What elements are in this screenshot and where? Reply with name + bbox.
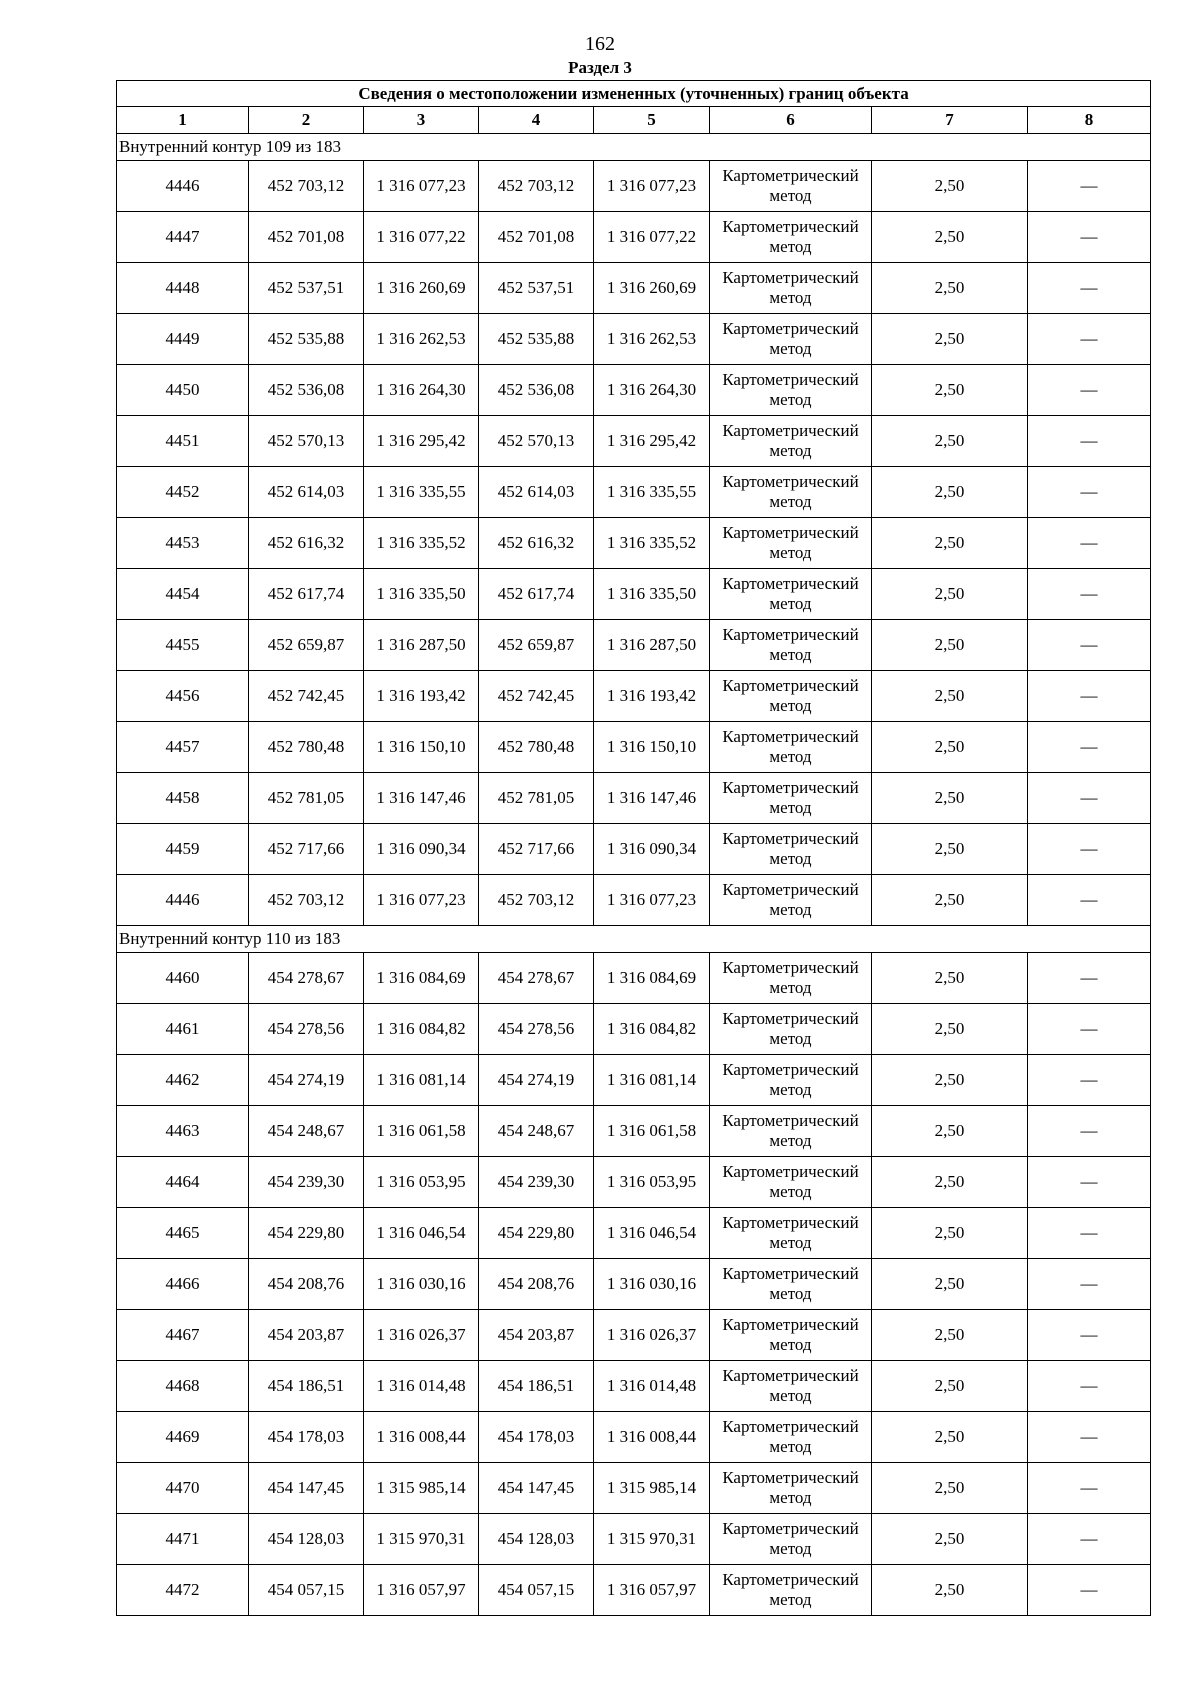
new-x-cell: 454 128,03 bbox=[479, 1514, 594, 1565]
point-number-cell: 4446 bbox=[117, 875, 249, 926]
description-cell: — bbox=[1028, 1463, 1151, 1514]
point-number-cell: 4456 bbox=[117, 671, 249, 722]
description-cell: — bbox=[1028, 1208, 1151, 1259]
point-number-cell: 4467 bbox=[117, 1310, 249, 1361]
description-cell: — bbox=[1028, 314, 1151, 365]
table-row bbox=[117, 1514, 1151, 1565]
point-number-cell: 4451 bbox=[117, 416, 249, 467]
method-cell: Картометрический метод bbox=[710, 722, 872, 773]
new-y-cell: 1 316 030,16 bbox=[594, 1259, 710, 1310]
method-cell: Картометрический метод bbox=[710, 953, 872, 1004]
table-row bbox=[117, 824, 1151, 875]
boundary-coordinates-table bbox=[116, 80, 1151, 1616]
column-number-header: 7 bbox=[872, 107, 1028, 134]
accuracy-cell: 2,50 bbox=[872, 1106, 1028, 1157]
accuracy-cell: 2,50 bbox=[872, 1361, 1028, 1412]
existing-x-cell: 452 703,12 bbox=[249, 875, 364, 926]
existing-y-cell: 1 316 046,54 bbox=[364, 1208, 479, 1259]
existing-y-cell: 1 316 014,48 bbox=[364, 1361, 479, 1412]
table-caption: Сведения о местоположении измененных (уточненных) границ объекта bbox=[117, 81, 1151, 107]
table-body bbox=[117, 134, 1151, 1616]
method-cell: Картометрический метод bbox=[710, 671, 872, 722]
description-cell: — bbox=[1028, 161, 1151, 212]
point-number-cell: 4449 bbox=[117, 314, 249, 365]
new-x-cell: 454 186,51 bbox=[479, 1361, 594, 1412]
point-number-cell: 4463 bbox=[117, 1106, 249, 1157]
existing-y-cell: 1 316 193,42 bbox=[364, 671, 479, 722]
new-x-cell: 452 717,66 bbox=[479, 824, 594, 875]
description-cell: — bbox=[1028, 671, 1151, 722]
point-number-cell: 4448 bbox=[117, 263, 249, 314]
method-cell: Картометрический метод bbox=[710, 1055, 872, 1106]
existing-y-cell: 1 316 077,22 bbox=[364, 212, 479, 263]
existing-x-cell: 452 781,05 bbox=[249, 773, 364, 824]
table-row bbox=[117, 1055, 1151, 1106]
description-cell: — bbox=[1028, 1565, 1151, 1616]
method-cell: Картометрический метод bbox=[710, 314, 872, 365]
column-number-header: 1 bbox=[117, 107, 249, 134]
existing-y-cell: 1 316 335,50 bbox=[364, 569, 479, 620]
method-cell: Картометрический метод bbox=[710, 1463, 872, 1514]
existing-x-cell: 452 617,74 bbox=[249, 569, 364, 620]
new-x-cell: 452 780,48 bbox=[479, 722, 594, 773]
new-y-cell: 1 316 090,34 bbox=[594, 824, 710, 875]
existing-y-cell: 1 315 985,14 bbox=[364, 1463, 479, 1514]
existing-y-cell: 1 315 970,31 bbox=[364, 1514, 479, 1565]
existing-x-cell: 452 717,66 bbox=[249, 824, 364, 875]
new-x-cell: 454 057,15 bbox=[479, 1565, 594, 1616]
accuracy-cell: 2,50 bbox=[872, 773, 1028, 824]
method-cell: Картометрический метод bbox=[710, 263, 872, 314]
existing-y-cell: 1 316 057,97 bbox=[364, 1565, 479, 1616]
existing-y-cell: 1 316 262,53 bbox=[364, 314, 479, 365]
point-number-cell: 4462 bbox=[117, 1055, 249, 1106]
accuracy-cell: 2,50 bbox=[872, 467, 1028, 518]
section-title: Раздел 3 bbox=[568, 58, 632, 77]
existing-x-cell: 454 278,67 bbox=[249, 953, 364, 1004]
new-x-cell: 454 208,76 bbox=[479, 1259, 594, 1310]
method-cell: Картометрический метод bbox=[710, 1157, 872, 1208]
existing-y-cell: 1 316 264,30 bbox=[364, 365, 479, 416]
method-cell: Картометрический метод bbox=[710, 212, 872, 263]
point-number-cell: 4454 bbox=[117, 569, 249, 620]
method-cell: Картометрический метод bbox=[710, 620, 872, 671]
new-y-cell: 1 316 147,46 bbox=[594, 773, 710, 824]
new-x-cell: 454 203,87 bbox=[479, 1310, 594, 1361]
new-y-cell: 1 316 053,95 bbox=[594, 1157, 710, 1208]
table-row bbox=[117, 263, 1151, 314]
new-y-cell: 1 316 026,37 bbox=[594, 1310, 710, 1361]
existing-y-cell: 1 316 077,23 bbox=[364, 875, 479, 926]
new-y-cell: 1 316 264,30 bbox=[594, 365, 710, 416]
point-number-cell: 4450 bbox=[117, 365, 249, 416]
column-number-row bbox=[117, 107, 1151, 134]
point-number-cell: 4446 bbox=[117, 161, 249, 212]
existing-y-cell: 1 316 077,23 bbox=[364, 161, 479, 212]
table-row bbox=[117, 569, 1151, 620]
table-row bbox=[117, 467, 1151, 518]
new-x-cell: 452 570,13 bbox=[479, 416, 594, 467]
accuracy-cell: 2,50 bbox=[872, 1463, 1028, 1514]
description-cell: — bbox=[1028, 467, 1151, 518]
column-number-header: 3 bbox=[364, 107, 479, 134]
existing-y-cell: 1 316 295,42 bbox=[364, 416, 479, 467]
existing-y-cell: 1 316 030,16 bbox=[364, 1259, 479, 1310]
table-row bbox=[117, 1463, 1151, 1514]
column-number-header: 2 bbox=[249, 107, 364, 134]
point-number-cell: 4471 bbox=[117, 1514, 249, 1565]
new-y-cell: 1 316 262,53 bbox=[594, 314, 710, 365]
point-number-cell: 4458 bbox=[117, 773, 249, 824]
new-y-cell: 1 316 077,23 bbox=[594, 161, 710, 212]
existing-x-cell: 454 274,19 bbox=[249, 1055, 364, 1106]
new-y-cell: 1 316 014,48 bbox=[594, 1361, 710, 1412]
accuracy-cell: 2,50 bbox=[872, 671, 1028, 722]
existing-y-cell: 1 316 084,82 bbox=[364, 1004, 479, 1055]
existing-x-cell: 454 186,51 bbox=[249, 1361, 364, 1412]
existing-y-cell: 1 316 147,46 bbox=[364, 773, 479, 824]
description-cell: — bbox=[1028, 1157, 1151, 1208]
existing-x-cell: 452 535,88 bbox=[249, 314, 364, 365]
accuracy-cell: 2,50 bbox=[872, 953, 1028, 1004]
description-cell: — bbox=[1028, 1514, 1151, 1565]
point-number-cell: 4464 bbox=[117, 1157, 249, 1208]
new-x-cell: 452 536,08 bbox=[479, 365, 594, 416]
table-row bbox=[117, 1412, 1151, 1463]
existing-x-cell: 454 178,03 bbox=[249, 1412, 364, 1463]
contour-title: Внутренний контур 109 из 183 bbox=[117, 134, 1151, 161]
method-cell: Картометрический метод bbox=[710, 773, 872, 824]
table-row bbox=[117, 722, 1151, 773]
description-cell: — bbox=[1028, 1412, 1151, 1463]
point-number-cell: 4466 bbox=[117, 1259, 249, 1310]
contour-group-row bbox=[117, 926, 1151, 953]
description-cell: — bbox=[1028, 416, 1151, 467]
new-x-cell: 452 703,12 bbox=[479, 875, 594, 926]
new-x-cell: 454 278,56 bbox=[479, 1004, 594, 1055]
contour-group-row bbox=[117, 134, 1151, 161]
existing-x-cell: 452 780,48 bbox=[249, 722, 364, 773]
new-x-cell: 452 535,88 bbox=[479, 314, 594, 365]
description-cell: — bbox=[1028, 1310, 1151, 1361]
description-cell: — bbox=[1028, 1055, 1151, 1106]
description-cell: — bbox=[1028, 212, 1151, 263]
existing-x-cell: 452 614,03 bbox=[249, 467, 364, 518]
existing-x-cell: 452 570,13 bbox=[249, 416, 364, 467]
description-cell: — bbox=[1028, 1106, 1151, 1157]
new-x-cell: 452 781,05 bbox=[479, 773, 594, 824]
new-y-cell: 1 316 057,97 bbox=[594, 1565, 710, 1616]
new-x-cell: 452 616,32 bbox=[479, 518, 594, 569]
accuracy-cell: 2,50 bbox=[872, 518, 1028, 569]
existing-x-cell: 452 742,45 bbox=[249, 671, 364, 722]
point-number-cell: 4469 bbox=[117, 1412, 249, 1463]
existing-x-cell: 452 537,51 bbox=[249, 263, 364, 314]
new-x-cell: 452 701,08 bbox=[479, 212, 594, 263]
new-y-cell: 1 316 081,14 bbox=[594, 1055, 710, 1106]
table-row bbox=[117, 518, 1151, 569]
existing-x-cell: 454 239,30 bbox=[249, 1157, 364, 1208]
new-y-cell: 1 315 985,14 bbox=[594, 1463, 710, 1514]
existing-y-cell: 1 316 081,14 bbox=[364, 1055, 479, 1106]
existing-y-cell: 1 316 090,34 bbox=[364, 824, 479, 875]
new-x-cell: 452 614,03 bbox=[479, 467, 594, 518]
existing-x-cell: 454 057,15 bbox=[249, 1565, 364, 1616]
new-y-cell: 1 316 046,54 bbox=[594, 1208, 710, 1259]
existing-y-cell: 1 316 287,50 bbox=[364, 620, 479, 671]
existing-x-cell: 454 203,87 bbox=[249, 1310, 364, 1361]
method-cell: Картометрический метод bbox=[710, 569, 872, 620]
new-y-cell: 1 315 970,31 bbox=[594, 1514, 710, 1565]
new-x-cell: 454 147,45 bbox=[479, 1463, 594, 1514]
existing-y-cell: 1 316 150,10 bbox=[364, 722, 479, 773]
description-cell: — bbox=[1028, 263, 1151, 314]
accuracy-cell: 2,50 bbox=[872, 1208, 1028, 1259]
new-x-cell: 452 659,87 bbox=[479, 620, 594, 671]
method-cell: Картометрический метод bbox=[710, 875, 872, 926]
description-cell: — bbox=[1028, 1361, 1151, 1412]
table-row bbox=[117, 212, 1151, 263]
point-number-cell: 4460 bbox=[117, 953, 249, 1004]
new-y-cell: 1 316 287,50 bbox=[594, 620, 710, 671]
new-y-cell: 1 316 260,69 bbox=[594, 263, 710, 314]
new-y-cell: 1 316 077,23 bbox=[594, 875, 710, 926]
new-x-cell: 452 742,45 bbox=[479, 671, 594, 722]
existing-x-cell: 454 147,45 bbox=[249, 1463, 364, 1514]
existing-x-cell: 452 703,12 bbox=[249, 161, 364, 212]
new-y-cell: 1 316 084,69 bbox=[594, 953, 710, 1004]
new-y-cell: 1 316 061,58 bbox=[594, 1106, 710, 1157]
table-row bbox=[117, 1259, 1151, 1310]
method-cell: Картометрический метод bbox=[710, 1208, 872, 1259]
method-cell: Картометрический метод bbox=[710, 1310, 872, 1361]
method-cell: Картометрический метод bbox=[710, 518, 872, 569]
new-x-cell: 454 248,67 bbox=[479, 1106, 594, 1157]
table-row bbox=[117, 1106, 1151, 1157]
new-y-cell: 1 316 335,52 bbox=[594, 518, 710, 569]
point-number-cell: 4461 bbox=[117, 1004, 249, 1055]
accuracy-cell: 2,50 bbox=[872, 1157, 1028, 1208]
existing-x-cell: 452 616,32 bbox=[249, 518, 364, 569]
method-cell: Картометрический метод bbox=[710, 824, 872, 875]
contour-title: Внутренний контур 110 из 183 bbox=[117, 926, 1151, 953]
accuracy-cell: 2,50 bbox=[872, 722, 1028, 773]
table-row bbox=[117, 773, 1151, 824]
existing-y-cell: 1 316 260,69 bbox=[364, 263, 479, 314]
description-cell: — bbox=[1028, 773, 1151, 824]
point-number-cell: 4455 bbox=[117, 620, 249, 671]
method-cell: Картометрический метод bbox=[710, 1361, 872, 1412]
table-row bbox=[117, 620, 1151, 671]
existing-y-cell: 1 316 026,37 bbox=[364, 1310, 479, 1361]
table-row bbox=[117, 953, 1151, 1004]
point-number-cell: 4452 bbox=[117, 467, 249, 518]
table-row bbox=[117, 1208, 1151, 1259]
table-row bbox=[117, 416, 1151, 467]
new-y-cell: 1 316 150,10 bbox=[594, 722, 710, 773]
new-x-cell: 452 703,12 bbox=[479, 161, 594, 212]
existing-y-cell: 1 316 008,44 bbox=[364, 1412, 479, 1463]
existing-y-cell: 1 316 053,95 bbox=[364, 1157, 479, 1208]
accuracy-cell: 2,50 bbox=[872, 416, 1028, 467]
table-row bbox=[117, 1157, 1151, 1208]
accuracy-cell: 2,50 bbox=[872, 314, 1028, 365]
new-x-cell: 454 274,19 bbox=[479, 1055, 594, 1106]
new-y-cell: 1 316 084,82 bbox=[594, 1004, 710, 1055]
point-number-cell: 4447 bbox=[117, 212, 249, 263]
description-cell: — bbox=[1028, 620, 1151, 671]
method-cell: Картометрический метод bbox=[710, 1412, 872, 1463]
method-cell: Картометрический метод bbox=[710, 365, 872, 416]
description-cell: — bbox=[1028, 1004, 1151, 1055]
table-row bbox=[117, 1310, 1151, 1361]
existing-x-cell: 454 229,80 bbox=[249, 1208, 364, 1259]
new-x-cell: 452 617,74 bbox=[479, 569, 594, 620]
existing-x-cell: 452 701,08 bbox=[249, 212, 364, 263]
method-cell: Картометрический метод bbox=[710, 161, 872, 212]
accuracy-cell: 2,50 bbox=[872, 161, 1028, 212]
accuracy-cell: 2,50 bbox=[872, 1514, 1028, 1565]
accuracy-cell: 2,50 bbox=[872, 1055, 1028, 1106]
point-number-cell: 4457 bbox=[117, 722, 249, 773]
new-x-cell: 454 229,80 bbox=[479, 1208, 594, 1259]
new-y-cell: 1 316 193,42 bbox=[594, 671, 710, 722]
description-cell: — bbox=[1028, 1259, 1151, 1310]
method-cell: Картометрический метод bbox=[710, 1259, 872, 1310]
existing-x-cell: 454 128,03 bbox=[249, 1514, 364, 1565]
accuracy-cell: 2,50 bbox=[872, 1004, 1028, 1055]
existing-x-cell: 454 248,67 bbox=[249, 1106, 364, 1157]
method-cell: Картометрический метод bbox=[710, 467, 872, 518]
existing-x-cell: 452 659,87 bbox=[249, 620, 364, 671]
method-cell: Картометрический метод bbox=[710, 1565, 872, 1616]
table-row bbox=[117, 314, 1151, 365]
accuracy-cell: 2,50 bbox=[872, 1412, 1028, 1463]
point-number-cell: 4453 bbox=[117, 518, 249, 569]
existing-x-cell: 452 536,08 bbox=[249, 365, 364, 416]
method-cell: Картометрический метод bbox=[710, 1514, 872, 1565]
table-row bbox=[117, 1361, 1151, 1412]
new-x-cell: 454 278,67 bbox=[479, 953, 594, 1004]
table-row bbox=[117, 365, 1151, 416]
new-x-cell: 452 537,51 bbox=[479, 263, 594, 314]
description-cell: — bbox=[1028, 722, 1151, 773]
new-y-cell: 1 316 008,44 bbox=[594, 1412, 710, 1463]
description-cell: — bbox=[1028, 365, 1151, 416]
existing-y-cell: 1 316 061,58 bbox=[364, 1106, 479, 1157]
accuracy-cell: 2,50 bbox=[872, 824, 1028, 875]
new-y-cell: 1 316 335,50 bbox=[594, 569, 710, 620]
existing-y-cell: 1 316 335,52 bbox=[364, 518, 479, 569]
point-number-cell: 4468 bbox=[117, 1361, 249, 1412]
column-number-header: 8 bbox=[1028, 107, 1151, 134]
point-number-cell: 4465 bbox=[117, 1208, 249, 1259]
accuracy-cell: 2,50 bbox=[872, 263, 1028, 314]
accuracy-cell: 2,50 bbox=[872, 1310, 1028, 1361]
accuracy-cell: 2,50 bbox=[872, 620, 1028, 671]
new-x-cell: 454 178,03 bbox=[479, 1412, 594, 1463]
accuracy-cell: 2,50 bbox=[872, 1259, 1028, 1310]
point-number-cell: 4472 bbox=[117, 1565, 249, 1616]
table-row bbox=[117, 875, 1151, 926]
point-number-cell: 4470 bbox=[117, 1463, 249, 1514]
method-cell: Картометрический метод bbox=[710, 1106, 872, 1157]
description-cell: — bbox=[1028, 518, 1151, 569]
table-row bbox=[117, 1565, 1151, 1616]
table-row bbox=[117, 1004, 1151, 1055]
table-row bbox=[117, 161, 1151, 212]
new-y-cell: 1 316 077,22 bbox=[594, 212, 710, 263]
accuracy-cell: 2,50 bbox=[872, 569, 1028, 620]
method-cell: Картометрический метод bbox=[710, 416, 872, 467]
existing-y-cell: 1 316 335,55 bbox=[364, 467, 479, 518]
accuracy-cell: 2,50 bbox=[872, 365, 1028, 416]
column-number-header: 6 bbox=[710, 107, 872, 134]
accuracy-cell: 2,50 bbox=[872, 875, 1028, 926]
method-cell: Картометрический метод bbox=[710, 1004, 872, 1055]
existing-x-cell: 454 208,76 bbox=[249, 1259, 364, 1310]
description-cell: — bbox=[1028, 569, 1151, 620]
column-number-header: 4 bbox=[479, 107, 594, 134]
description-cell: — bbox=[1028, 953, 1151, 1004]
existing-x-cell: 454 278,56 bbox=[249, 1004, 364, 1055]
existing-y-cell: 1 316 084,69 bbox=[364, 953, 479, 1004]
page-number: 162 bbox=[585, 33, 615, 55]
accuracy-cell: 2,50 bbox=[872, 212, 1028, 263]
accuracy-cell: 2,50 bbox=[872, 1565, 1028, 1616]
table-row bbox=[117, 671, 1151, 722]
new-x-cell: 454 239,30 bbox=[479, 1157, 594, 1208]
new-y-cell: 1 316 295,42 bbox=[594, 416, 710, 467]
description-cell: — bbox=[1028, 824, 1151, 875]
point-number-cell: 4459 bbox=[117, 824, 249, 875]
new-y-cell: 1 316 335,55 bbox=[594, 467, 710, 518]
description-cell: — bbox=[1028, 875, 1151, 926]
column-number-header: 5 bbox=[594, 107, 710, 134]
